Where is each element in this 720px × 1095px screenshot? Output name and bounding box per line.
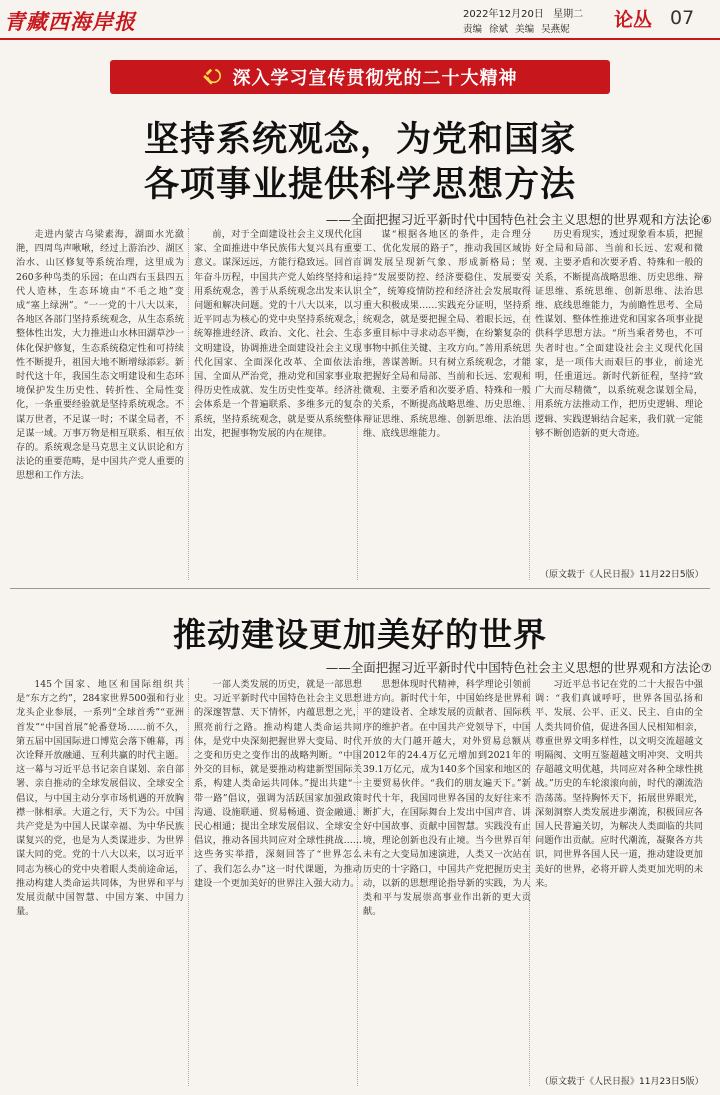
article1-column-text: 前，对于全面建设社会主义现代化国家、全面推进中华民族伟大复兴具有重要意义。谋深远远，方能行稳致远。回首百年奋斗历程，中国共产党人始终坚持和运用系统观念，善于从系统观念出发来认识问题和解决问题。党的十八大以来，以习近平同志为核心的党中央坚持系统观念，统筹推进经济、政治、文化、社会、生态文明建设，协调推进全面建设社会主义现代化国家、全面深化改革、全面依法治国、全面从严治党，推动党和国家事业取得历史性成就、发生历史性变革。经济社会体系是一个普遍联系、多维多元的复杂系统，坚持系统观念，就是要从系统整体出发，把握事物发展的内在规律。 [194,229,362,439]
article1-column-text: 谋“根据各地区的条件，走合理分工、优化发展的路子”，推动我国区域协调发展呈现新气象、形成新格局；坚持“发展要防控、经济要稳住、发展要安全”，统筹疫情防控和经济社会发展取得重大积极成果……实践充分证明，坚持系统观念，就是要把握全局、着眼长远，在多重目标中寻求动态平衡，在纷繁复杂的事物中抓住关键、主攻方向。”善用系统思维，善谋善断。只有树立系统观念，才能把握好全局和局部、当前和长远、宏观和微观、主要矛盾和次要矛盾、特殊和一般的关系，不断提高战略思维、历史思维、辩证思维、系统思维、创新思维、法治思维、底线思维能力。 [363,229,531,439]
article1-headline-line2: 各项事业提供科学思想方法 [143,165,576,205]
article2-column-4 [535,678,703,1070]
article2-subtitle: ——全面把握习近平新时代中国特色社会主义思想的世界观和方法论⑦ [325,660,712,675]
article2-column-text: 习近平总书记在党的二十大报告中强调：“我们真诚呼吁，世界各国弘扬和平、发展、公平、正义、民主、自由的全人类共同价值，促进各国人民相知相亲，尊重世界文明多样性，以文明交流超越文明隔阂、文明互鉴超越文明冲突、文明共存超越文明优越，共同应对各种全球性挑战。”历史的车轮滚滚向前，时代的潮流浩浩荡荡。坚持胸怀天下，拓展世界眼光，深刻洞察人类发展进步潮流，积极回应各国人民普遍关切，为解决人类面临的共同问题作出贡献。应时代潮流，凝聚各方共识，同世界各国人民一道，推动建设更加美好的世界，必将开辟人类更加光明的未来。 [535,679,703,889]
article1-column-text: 走进内蒙古乌梁素海，湖面水光潋滟，四周鸟声啾啾，经过上游治沙、湖区治水、山区修复等系统治理，这里成为260多种鸟类的乐园；在山西右玉县四五代人造林，生态环境由“不毛之地”变成“塞上绿洲”。“一一党的十八大以来，各地区各部门坚持系统观念，从生态系统整体性出发，大力推进山水林田湖草沙一体化保护修复，生态系统稳定性和可持续性不断提升，祖国大地不断增绿添彩。新时代这十年，我国生态文明建设和生态环境保护发生历史性、转折性、全局性变化，一条重要经验就是坚持系统观念。不谋万世者，不足谋一时；不谋全局者，不足谋一域。万事万物是相互联系、相互依存的。系统观念是马克思主义认识论和方法论的重要范畴，是中国共产党人重要的思想和工作方法。 [16,229,184,482]
article2-column-3 [363,678,531,1086]
page-number: 07 [670,7,695,29]
article1-column-1 [16,228,184,580]
column-divider [529,678,530,1086]
section-name: 论丛 [614,9,653,31]
masthead-rule [0,38,720,40]
article2-headline: 推动建设更加美好的世界 [173,615,547,654]
article1-source: （原文载于《人民日报》11月22日5版） [540,570,704,580]
date-line [463,5,589,20]
issue-date: 2022年12月20日 [463,9,544,20]
masthead [0,0,720,40]
column-divider [357,228,358,580]
editor-label: 责编 [463,24,483,35]
hammer-sickle-icon [203,66,225,88]
topic-banner [110,60,610,94]
design-label: 美编 [515,24,535,35]
editor-name: 徐斌 [489,24,509,35]
article2-column-text: 145个国家、地区和国际组织共是“东方之约”，284家世界500强和行业龙头企业参展，一系列“全球首秀”“亚洲首发”“中国首展”轮番登场……前不久，第五届中国国际进口博览会落下帷幕，再次诠释开放融通、互利共赢的时代主题。这一幕与习近平总书记亲自谋划、亲自部署、亲自推动的全球发展倡议、全球安全倡议，与中国主动分享市场机遇的开放胸襟一脉相承。大道之行，天下为公。中国共产党是为中国人民谋幸福、为中华民族谋复兴的党，也是为人类谋进步、为世界谋大同的党。党的十八大以来，以习近平同志为核心的党中央着眼人类前途命运，推动构建人类命运共同体，为世界和平与发展贡献中国智慧、中国方案、中国力量。 [16,679,184,918]
column-divider [357,678,358,1086]
column-divider [529,228,530,580]
article1-column-3 [363,228,531,580]
article1-column-2 [194,228,362,580]
article2-source: （原文载于《人民日报》11月23日5版） [540,1077,704,1087]
issue-weekday: 星期二 [553,9,584,20]
banner-text: 深入学习宣传贯彻党的二十大精神 [232,68,518,89]
editor-line [463,21,574,35]
column-divider [188,228,189,580]
article2-column-2 [194,678,362,1086]
article2-column-1 [16,678,184,1086]
article1-subtitle: ——全面把握习近平新时代中国特色社会主义思想的世界观和方法论⑥ [325,212,712,227]
paper-name: 青藏西海岸报 [4,9,136,34]
article2-column-text: 思想体现时代精神，科学理论引领前进方向。新时代十年，中国始终是世界和平的建设者、全球发展的贡献者、国际秩序的维护者。在中国共产党领导下，中国开放的大门越开越大，对外贸易总额从2012年的24.4万亿元增加到2021年的39.1万亿元，成为140多个国家和地区的主要贸易伙伴。“我们的朋友遍天下。”新时代十年，我国同世界各国的友好往来不断扩大，在国际舞台上发出中国声音、讲好中国故事、贡献中国智慧。实践没有止境，理论创新也没有止境。当今世界百年未有之大变局加速演进，人类又一次站在历史的十字路口，中国共产党把握历史主动，以新的思想理论指导新的实践，为人类和平与发展崇高事业作出新的更大贡献。 [363,679,531,918]
article2-column-text: 一部人类发展的历史，就是一部思想史。习近平新时代中国特色社会主义思想的深邃智慧、天下情怀，内蕴思想之光，照亮前行之路。推动构建人类命运共同体，是党中央深刻把握世界大变局、时代之变和历史之变作出的战略判断。“中国外交的目标，就是要推动构建新型国际关系，构建人类命运共同体。”提出共建“一带一路”倡议，强调为活跃国家加强政策沟通、设施联通、贸易畅通、资金融通、民心相通；提出全球发展倡议、全球安全倡议，推动各国共同应对全球性挑战……这些务实举措，深刻回答了“世界怎么了、我们怎么办”这一时代课题，为推动建设一个更加美好的世界注入强大动力。 [194,679,362,889]
article1-headline-line1: 坚持系统观念，为党和国家 [143,120,576,160]
article1-column-4 [535,228,703,564]
designer-name: 吴燕妮 [541,24,570,35]
article-separator [10,588,710,589]
article1-column-text: 历史看现实，透过现象看本质，把握好全局和局部、当前和长远、宏观和微观、主要矛盾和次要矛盾、特殊和一般的关系，不断提高战略思维、历史思维、辩证思维、系统思维、创新思维、法治思维、底线思维能力，为前瞻性思考、全局性谋划、整体性推进党和国家各项事业提供科学思想方法。“所当乘者势也，不可失者时也。”全面建设社会主义现代化国家，是一项伟大而艰巨的事业，前途光明，任重道远。新时代新征程，坚持“致广大而尽精微”，以系统观念谋划全局，用系统方法推动工作，把历史逻辑、理论逻辑、实践逻辑结合起来，我们就一定能够不断创造新的更大奇迹。 [535,229,703,439]
column-divider [188,678,189,1086]
